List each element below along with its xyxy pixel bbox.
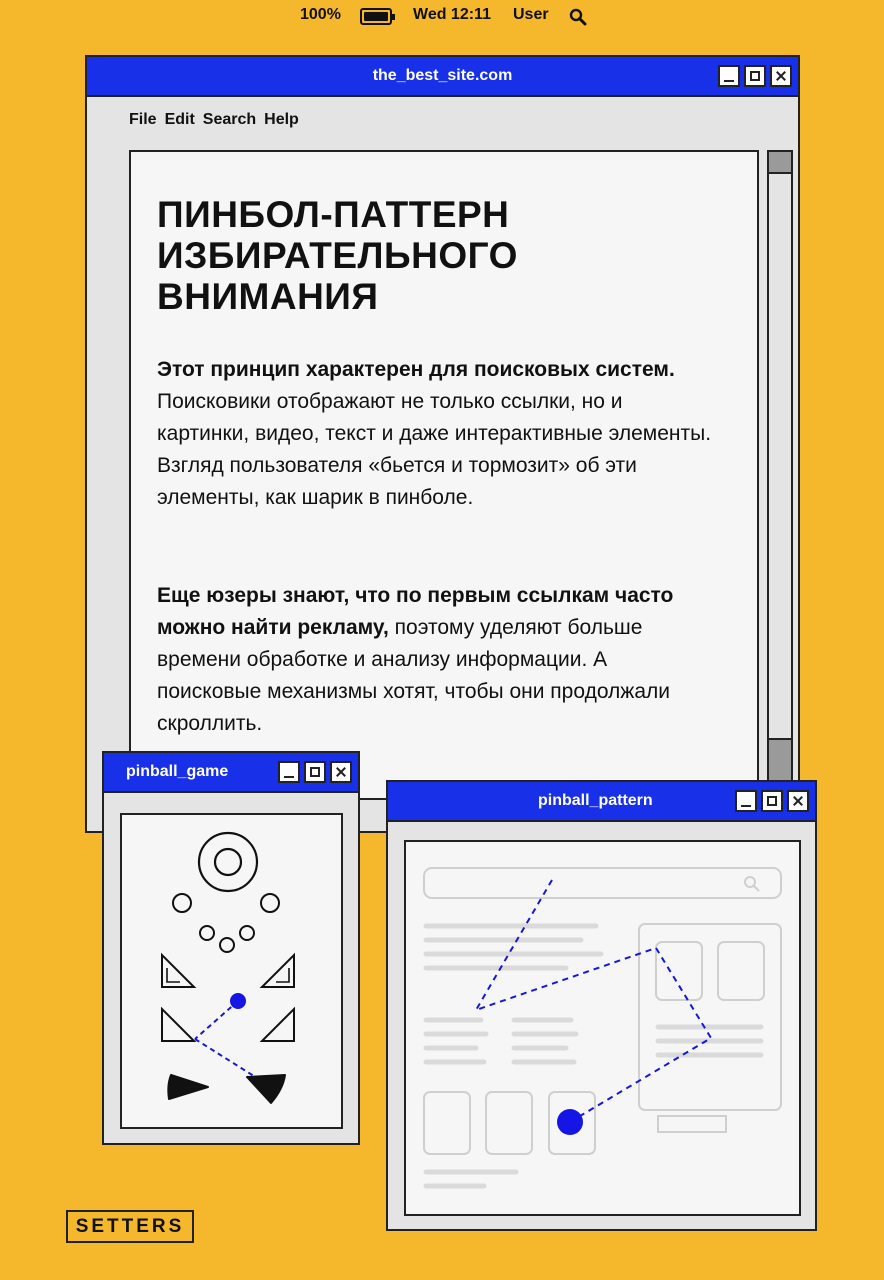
title-bar[interactable] <box>104 753 358 793</box>
user-menu[interactable]: User <box>513 6 549 23</box>
title-line-3: ВНИМАНИЯ <box>157 276 379 317</box>
setters-logo: SETTERS <box>66 1210 194 1243</box>
pinball-ball <box>230 993 246 1009</box>
paragraph-1-lead: Этот принцип характерен для поисковых систем. <box>157 358 675 381</box>
status-bar <box>0 6 884 28</box>
close-button[interactable] <box>770 65 792 87</box>
clock: Wed 12:11 <box>413 6 491 23</box>
wireframe-text-lines <box>426 926 761 1186</box>
menu-help[interactable]: Help <box>264 111 299 128</box>
window-title: pinball_game <box>126 763 229 780</box>
kicker-right <box>262 1009 294 1041</box>
search-page-wireframe <box>404 840 801 1216</box>
title-bar[interactable] <box>388 782 815 822</box>
bumper-inner <box>215 849 241 875</box>
pinball-ball <box>557 1109 583 1135</box>
wireframe-search-icon <box>745 877 755 887</box>
menu-file[interactable]: File <box>129 111 157 128</box>
kicker-left <box>162 1009 194 1041</box>
bumper-outer <box>199 833 257 891</box>
page-content <box>129 150 759 800</box>
window-title: pinball_pattern <box>538 792 653 809</box>
battery-percent: 100% <box>300 6 341 23</box>
wireframe-illustration <box>406 842 799 1214</box>
peg <box>220 938 234 952</box>
title-line-2: ИЗБИРАТЕЛЬНОГО <box>157 235 518 276</box>
paragraph-2-lead: Еще юзеры знают, что по первым ссылкам часто можно найти рекламу, <box>157 584 674 639</box>
paragraph-2 <box>157 580 717 740</box>
paragraph-1 <box>157 354 717 514</box>
pinball-pattern-window <box>386 780 817 1231</box>
maximize-button[interactable] <box>761 790 783 812</box>
maximize-button[interactable] <box>744 65 766 87</box>
maximize-button[interactable] <box>304 761 326 783</box>
vertical-scrollbar[interactable] <box>767 150 793 800</box>
title-line-1: ПИНБОЛ-ПАТТЕРН <box>157 194 510 235</box>
browser-window <box>85 55 800 833</box>
peg <box>240 926 254 940</box>
window-title: the_best_site.com <box>372 67 513 84</box>
pinball-game-window <box>102 751 360 1145</box>
game-board <box>120 813 343 1129</box>
ball-trajectory <box>195 1039 257 1078</box>
menu-edit[interactable]: Edit <box>164 111 195 128</box>
minimize-button[interactable] <box>718 65 740 87</box>
pinball-illustration <box>122 815 341 1127</box>
close-button[interactable] <box>787 790 809 812</box>
peg <box>261 894 279 912</box>
peg <box>173 894 191 912</box>
menu-bar <box>129 111 299 129</box>
paragraph-2-body: поэтому уделяют больше времени обработке и анализу информации. А поисковые механизмы хотят, чтобы они продолжали скроллить. <box>157 616 671 735</box>
title-bar[interactable] <box>87 57 798 97</box>
wireframe-search-bar <box>424 868 781 898</box>
search-icon[interactable] <box>569 8 587 26</box>
menu-search[interactable]: Search <box>202 111 257 128</box>
ball-trajectory <box>195 1001 238 1039</box>
flipper-right <box>247 1075 285 1103</box>
minimize-button[interactable] <box>278 761 300 783</box>
paragraph-1-body: Поисковики отображают не только ссылки, но и картинки, видео, текст и даже интерактивные элементы. Взгляд пользователя «бьется и тормозит» об эти элементы, как шарик в пинболе. <box>157 390 712 509</box>
battery-icon <box>360 8 392 25</box>
article-title <box>157 194 717 317</box>
flipper-left <box>168 1075 208 1099</box>
peg <box>200 926 214 940</box>
scroll-up-handle[interactable] <box>769 152 791 174</box>
minimize-button[interactable] <box>735 790 757 812</box>
close-button[interactable] <box>330 761 352 783</box>
